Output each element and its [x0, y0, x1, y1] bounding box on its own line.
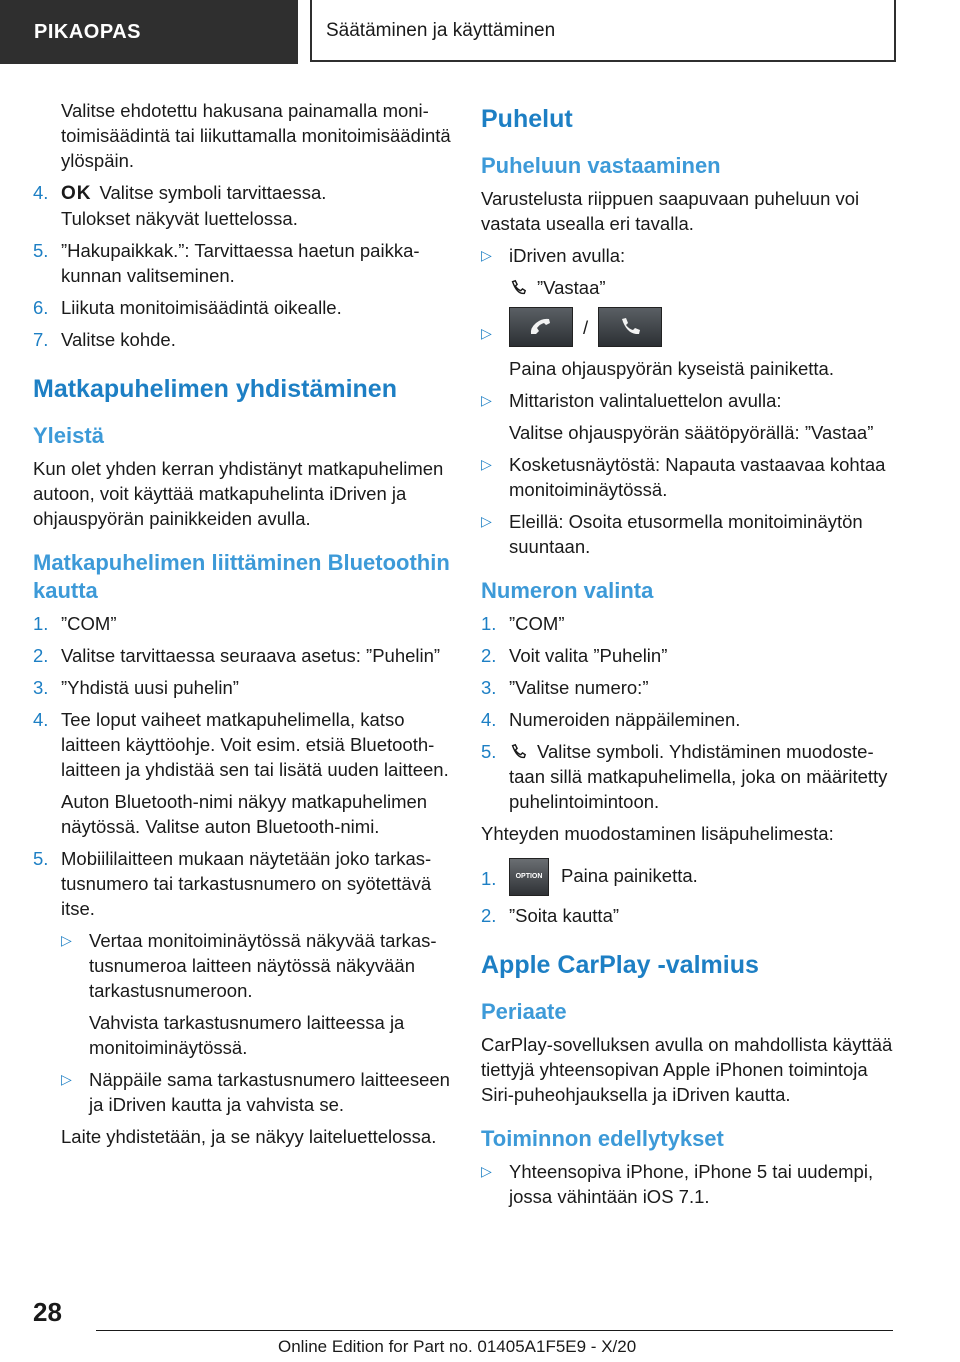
triangle-bullet-icon: ▷ — [61, 932, 72, 948]
bullet-subtext: ”Vastaa” — [537, 277, 606, 298]
step-number: 2. — [33, 645, 49, 666]
phone-icon — [509, 743, 527, 761]
page-header — [0, 0, 960, 66]
heading-principle: Periaate — [481, 999, 567, 1024]
heading-connect-phone: Matkapuhelimen yhdistäminen — [33, 375, 397, 403]
triangle-bullet-icon: ▷ — [481, 456, 492, 472]
list-item — [33, 675, 453, 700]
step-text: Mobiililaitteen mukaan näytetään joko tarkastusnumero tai tarkastusnumero on syötettävä itse. — [61, 848, 432, 919]
heading-answer-call: Puheluun vastaaminen — [481, 153, 721, 178]
step-text: ”Soita kautta” — [509, 905, 620, 926]
accept-call-button-icon — [509, 307, 573, 347]
step-text: Valitse tarvittaessa seuraava asetus: ”Puhelin” — [61, 645, 441, 666]
list-item — [481, 643, 901, 668]
list-item — [33, 295, 453, 320]
step-text: Voit valita ”Puhelin” — [509, 645, 668, 666]
triangle-bullet-icon: ▷ — [481, 513, 492, 529]
step-text: Valitse symboli tarvittaessa. — [99, 182, 327, 203]
step-number: 4. — [33, 709, 49, 730]
principle-text: CarPlay-sovelluksen avulla on mahdollista käyttää tiettyjä yhteensopivan Apple iPhonen toimintoja Siri-puheohjauksella ja iDriven kautta. — [481, 1034, 893, 1105]
step-number: 1. — [481, 868, 497, 889]
step-text: ”Valitse numero:” — [509, 677, 649, 698]
triangle-bullet-icon: ▷ — [481, 1163, 492, 1179]
step-text: Tee loput vaiheet matkapuhelimella, katso laitteen käyttöohje. Voit esim. etsiä Bluetooth-laitteen ja yhdistää sen tai lisätä uuden laitteen. — [61, 709, 449, 780]
list-item — [33, 643, 453, 668]
step-text: ”COM” — [509, 613, 565, 634]
bullet-item — [481, 1159, 901, 1209]
step-number: 5. — [33, 240, 49, 261]
list-item — [481, 675, 901, 700]
step-subtext: Auton Bluetooth-nimi näkyy matkapuhelimen näytössä. Valitse auton Bluetooth-nimi. — [61, 791, 428, 837]
triangle-bullet-icon: ▷ — [481, 392, 492, 408]
heading-requirements: Toiminnon edellytykset — [481, 1126, 724, 1151]
ok-icon: OK — [61, 183, 92, 204]
left-column — [33, 98, 453, 1156]
list-item — [481, 707, 901, 732]
bullet-item — [481, 243, 901, 300]
end-call-button-icon — [598, 307, 662, 347]
bullet-text: Yhteensopiva iPhone, iPhone 5 tai uudempi, jossa vähintään iOS 7.1. — [509, 1161, 874, 1207]
step-number: 4. — [33, 182, 49, 203]
step-number: 6. — [33, 297, 49, 318]
page-number: 28 — [33, 1297, 62, 1327]
bullet-subtext: Vahvista tarkastusnumero laitteessa ja monitoiminäytössä. — [89, 1012, 405, 1058]
bullet-subtext: Valitse ohjauspyörän säätöpyörällä: ”Vastaa” — [509, 422, 874, 443]
option-button-icon: OPTION — [509, 858, 549, 896]
list-item — [481, 611, 901, 636]
step-text: Valitse symboli. Yhdistäminen muodostetaan sillä matkapuhelimella, joka on määritetty puhelintoimintoon. — [509, 741, 888, 812]
phone-icon — [509, 279, 527, 297]
step-text: Liikuta monitoimisäädintä oikealle. — [61, 297, 342, 318]
list-item — [33, 180, 453, 231]
list-item — [33, 327, 453, 352]
heading-carplay: Apple CarPlay -valmius — [481, 951, 759, 979]
triangle-bullet-icon: ▷ — [481, 247, 492, 263]
pair-result-text: Laite yhdistetään, ja se näkyy laiteluettelossa. — [61, 1126, 437, 1147]
step-subtext: Tulokset näkyvät luettelossa. — [61, 208, 298, 229]
step-number: 5. — [481, 741, 497, 762]
heading-bluetooth-pairing: Matkapuhelimen liittäminen Bluetoothin kautta — [33, 550, 450, 603]
step-number: 3. — [33, 677, 49, 698]
bullet-item — [61, 928, 453, 1060]
list-item — [481, 903, 901, 928]
list-item — [33, 611, 453, 636]
section-tab: PIKAOPAS — [0, 0, 298, 64]
triangle-bullet-icon: ▷ — [61, 1071, 72, 1087]
step-number: 1. — [33, 613, 49, 634]
step-text: Paina painiketta. — [561, 864, 698, 886]
footer-edition: Online Edition for Part no. 01405A1F5E9 - X/20 — [278, 1337, 637, 1356]
step-number: 1. — [481, 613, 497, 634]
answer-text: Varustelusta riippuen saapuvaan puheluun voi vastata usealla eri tavalla. — [481, 188, 860, 234]
step-text: ”COM” — [61, 613, 117, 634]
step-number: 7. — [33, 329, 49, 350]
step-number: 2. — [481, 645, 497, 666]
bullet-text: Vertaa monitoiminäytössä näkyvää tarkastusnumeroa laitteen näytössä näkyvään tarkastusnumeroon. — [89, 930, 437, 1001]
general-text: Kun olet yhden kerran yhdistänyt matkapuhelimen autoon, voit käyttää matkapuhelinta iDriven ja ohjauspyörän painikkeiden avulla. — [33, 458, 444, 529]
bullet-item — [481, 509, 901, 559]
bullet-item — [481, 452, 901, 502]
bullet-item — [481, 307, 901, 381]
list-item — [33, 238, 453, 288]
list-item — [33, 846, 453, 1149]
step-text: ”Hakupaikkak.”: Tarvittaessa haetun paikkakunnan valitseminen. — [61, 240, 420, 286]
footer-divider — [96, 1330, 893, 1331]
separator-slash: / — [583, 316, 589, 338]
step-text: ”Yhdistä uusi puhelin” — [61, 677, 239, 698]
chapter-title: Säätäminen ja käyttäminen — [310, 0, 896, 62]
heading-calls: Puhelut — [481, 105, 573, 133]
bullet-text: Kosketusnäytöstä: Napauta vastaavaa kohtaa monitoiminäytössä. — [509, 454, 886, 500]
bullet-text: Mittariston valintaluettelon avulla: — [509, 390, 782, 411]
heading-general: Yleistä — [33, 423, 104, 448]
bullet-item — [61, 1067, 453, 1117]
step-text: Valitse kohde. — [61, 329, 176, 350]
heading-dial-number: Numeron valinta — [481, 578, 654, 603]
list-item — [481, 858, 901, 896]
step-number: 3. — [481, 677, 497, 698]
step-number: 2. — [481, 905, 497, 926]
list-item — [33, 707, 453, 839]
bullet-text: Näppäile sama tarkastusnumero laitteeseen ja iDriven kautta ja vahvista se. — [89, 1069, 450, 1115]
list-item — [481, 739, 901, 814]
step-number: 5. — [33, 848, 49, 869]
intro-text: Valitse ehdotettu hakusana painamalla monitoimisäädintä tai liikuttamalla monitoimisäädintä ylöspäin. — [61, 100, 451, 171]
bullet-item — [481, 388, 901, 445]
step-number: 4. — [481, 709, 497, 730]
extra-phone-text: Yhteyden muodostaminen lisäpuhelimesta: — [481, 823, 834, 844]
bullet-text: Eleillä: Osoita etusormella monitoiminäytön suuntaan. — [509, 511, 863, 557]
step-text: Numeroiden näppäileminen. — [509, 709, 741, 730]
triangle-bullet-icon: ▷ — [481, 325, 492, 341]
bullet-text: iDriven avulla: — [509, 245, 626, 266]
bullet-subtext: Paina ohjauspyörän kyseistä painiketta. — [509, 358, 834, 379]
right-column — [481, 98, 901, 1216]
